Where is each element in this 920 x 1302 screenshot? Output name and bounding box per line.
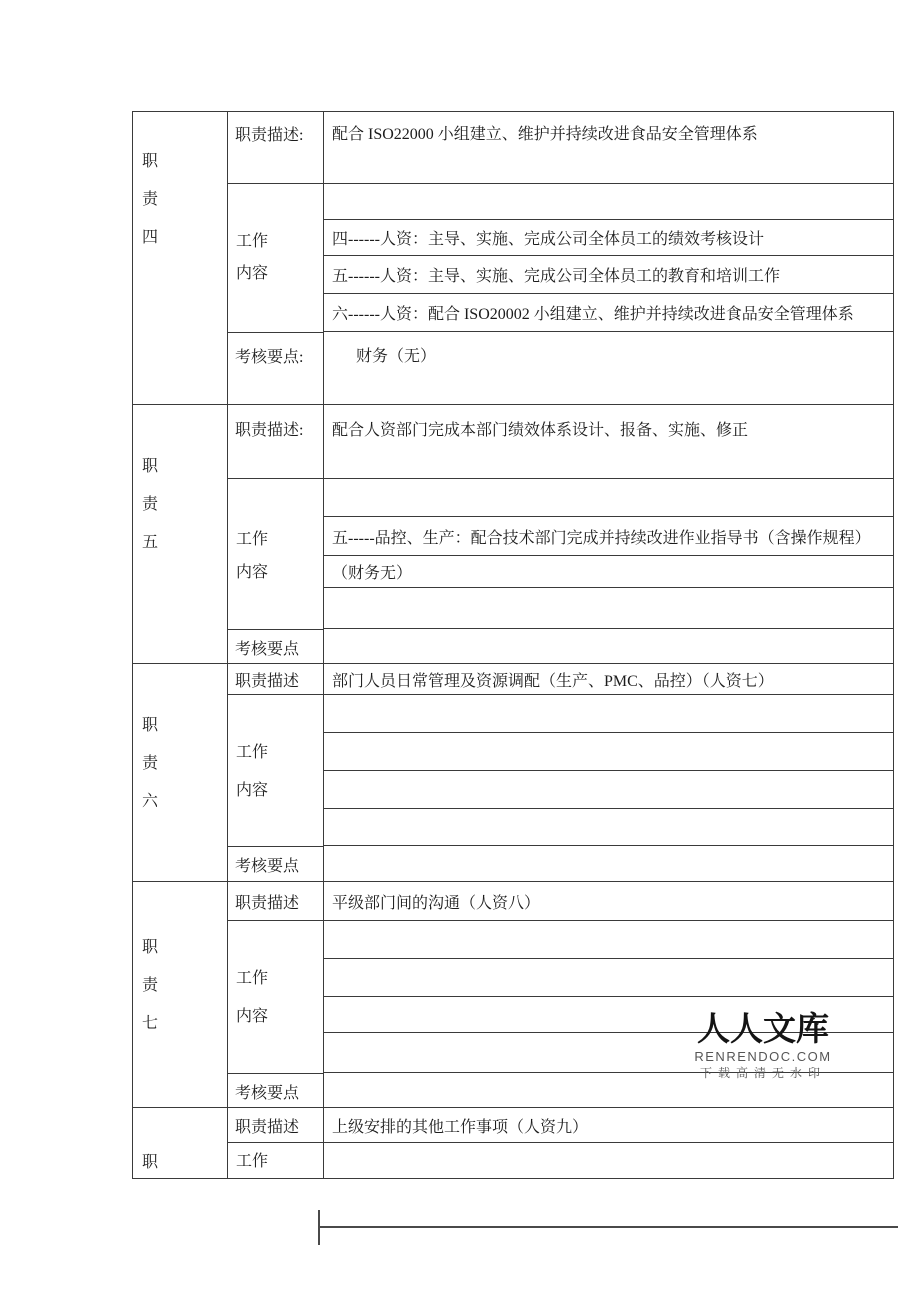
duty-section-6 <box>133 663 893 881</box>
desc-label: 职责描述 <box>235 894 300 912</box>
assess-label-cell <box>228 629 323 663</box>
desc-value: 配合人资部门完成本部门绩效体系设计、报备、实施、修正 <box>324 405 893 479</box>
assess-value <box>324 846 893 881</box>
work-label-line1: 工作 <box>236 1153 269 1170</box>
work-label-line1: 工作 <box>236 970 269 987</box>
content-column <box>324 405 893 663</box>
work-label-cell <box>228 695 323 846</box>
work-row <box>324 809 893 846</box>
side-label-cell <box>133 882 228 1107</box>
work-label-line2: 内容 <box>236 564 269 581</box>
work-label-cell <box>228 921 323 1073</box>
work-row: （财务无） <box>324 556 893 588</box>
desc-value: 平级部门间的沟通（人资八） <box>324 882 893 921</box>
work-label-line2: 内容 <box>236 1008 269 1025</box>
label-column <box>228 112 324 404</box>
work-row <box>324 959 893 997</box>
watermark-tagline: 下载高清无水印 <box>699 1066 826 1080</box>
content-column <box>324 664 893 881</box>
side-label-cell <box>133 405 228 663</box>
side-char: 职 <box>142 1154 160 1171</box>
work-row <box>324 1143 893 1178</box>
work-label-cell <box>228 479 323 629</box>
work-row: 五------人资：主导、实施、完成公司全体员工的教育和培训工作 <box>324 256 893 294</box>
duty-section-5 <box>133 404 893 663</box>
side-char: 四 <box>142 229 160 246</box>
assess-label: 考核要点: <box>235 349 304 366</box>
label-column <box>228 405 324 663</box>
assess-value <box>324 629 893 663</box>
desc-label-cell <box>228 405 323 479</box>
work-row <box>324 695 893 733</box>
work-row <box>324 479 893 517</box>
content-column <box>324 1108 893 1178</box>
side-label-cell <box>133 112 228 404</box>
side-char: 责 <box>142 191 160 208</box>
work-row: 五-----品控、生产：配合技术部门完成并持续改进作业指导书（含操作规程） <box>324 517 893 556</box>
work-row <box>324 733 893 771</box>
work-row <box>324 588 893 629</box>
work-row: 六------人资：配合 ISO20002 小组建立、维护并持续改进食品安全管理体系 <box>324 294 893 332</box>
assess-label-cell <box>228 332 323 404</box>
desc-value: 上级安排的其他工作事项（人资九） <box>324 1108 893 1143</box>
label-column <box>228 1108 324 1178</box>
work-label-line1: 工作 <box>236 233 269 250</box>
duty-section-4 <box>133 112 893 404</box>
side-char: 责 <box>142 496 160 513</box>
work-label-cell <box>228 184 323 332</box>
work-row <box>324 184 893 220</box>
work-label-line1: 工作 <box>236 531 269 548</box>
side-char: 职 <box>142 458 160 475</box>
work-row: 四------人资：主导、实施、完成公司全体员工的绩效考核设计 <box>324 220 893 256</box>
assess-label: 考核要点 <box>235 858 300 875</box>
duty-section-8 <box>133 1107 893 1178</box>
assess-label-cell <box>228 1073 323 1107</box>
side-char: 五 <box>142 534 160 551</box>
desc-label-cell <box>228 1108 323 1143</box>
content-column <box>324 112 893 404</box>
work-label-line2: 内容 <box>236 782 269 799</box>
desc-label-cell <box>228 112 323 184</box>
watermark-domain: RENRENDOC.COM <box>694 1049 832 1064</box>
side-char: 责 <box>142 755 160 772</box>
desc-value: 部门人员日常管理及资源调配（生产、PMC、品控）（人资七） <box>324 664 893 695</box>
assess-label-cell <box>228 846 323 881</box>
side-char: 职 <box>142 717 160 734</box>
desc-label: 职责描述 <box>235 672 300 690</box>
label-column <box>228 882 324 1107</box>
side-char: 六 <box>142 793 160 810</box>
desc-label-cell <box>228 882 323 921</box>
side-char: 责 <box>142 977 160 994</box>
desc-label-cell <box>228 664 323 695</box>
work-row <box>324 771 893 809</box>
work-label-line2: 内容 <box>236 265 269 282</box>
assess-label: 考核要点 <box>235 1084 300 1102</box>
side-label-cell <box>133 664 228 881</box>
work-label-line1: 工作 <box>236 744 269 761</box>
desc-label: 职责描述: <box>235 127 304 144</box>
desc-label: 职责描述: <box>235 422 304 439</box>
desc-value: 配合 ISO22000 小组建立、维护并持续改进食品安全管理体系 <box>324 112 893 184</box>
footnote-separator-line <box>318 1226 898 1228</box>
label-column <box>228 664 324 881</box>
side-char: 职 <box>142 153 160 170</box>
assess-value: 财务（无） <box>356 348 437 365</box>
watermark-title: 人人文库 <box>697 1012 829 1048</box>
desc-label: 职责描述 <box>235 1118 300 1136</box>
watermark <box>643 1012 883 1081</box>
side-char: 七 <box>142 1015 160 1032</box>
side-char: 职 <box>142 939 160 956</box>
side-label-cell <box>133 1108 228 1178</box>
assess-label: 考核要点 <box>235 640 300 658</box>
work-row <box>324 921 893 959</box>
